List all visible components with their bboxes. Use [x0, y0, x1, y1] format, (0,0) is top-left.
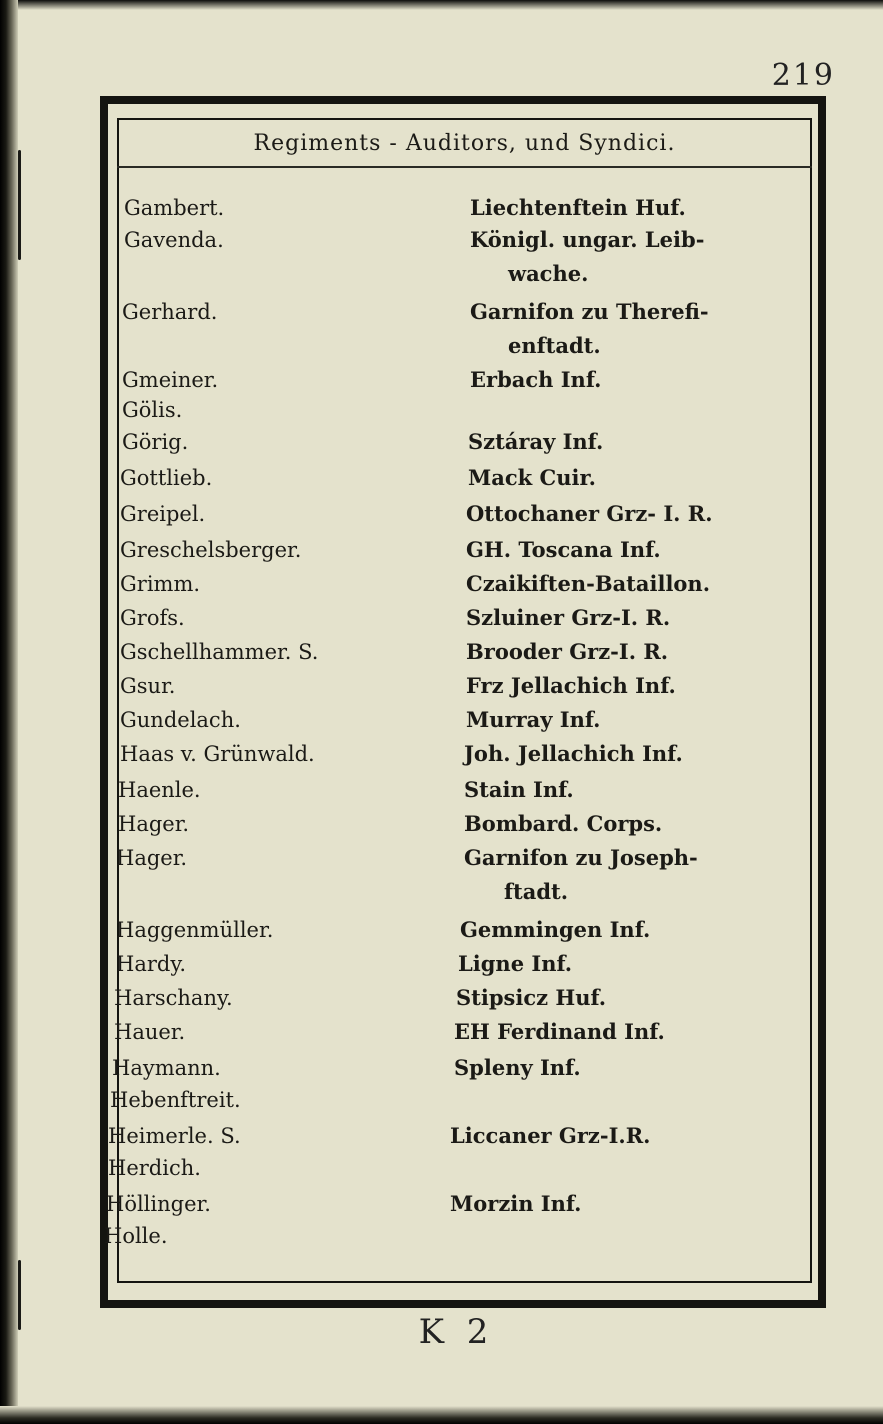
signature-mark: K 2: [418, 1312, 495, 1352]
list-entry: [0, 294, 883, 358]
list-entry: [0, 600, 883, 636]
list-entry: [0, 1186, 883, 1222]
auditor-name: Heimerle. S.: [108, 1124, 241, 1148]
list-entry: [0, 736, 883, 772]
auditor-name: Greipel.: [120, 502, 206, 526]
auditor-name: Hardy.: [116, 952, 187, 976]
regiment-name-continued: ftadt.: [504, 879, 569, 904]
regiment-name: Stain Inf.: [464, 777, 574, 802]
regiment-name: Czaikiften-Bataillon.: [466, 571, 711, 596]
regiment-name: Stipsicz Huf.: [456, 985, 607, 1010]
regiment-name: Ottochaner Grz- I. R.: [466, 501, 713, 526]
regiment-name: Garnifon zu Joseph-: [464, 845, 698, 870]
list-entry: [0, 1014, 883, 1050]
regiment-name: Liechtenftein Huf.: [470, 195, 686, 220]
auditor-name: Herdich.: [108, 1156, 201, 1180]
list-entry: [0, 946, 883, 982]
auditor-name: Gottlieb.: [120, 466, 213, 490]
regiment-name: Königl. ungar. Leib-: [470, 227, 705, 252]
list-entry: [0, 634, 883, 670]
auditor-name: Harschany.: [114, 986, 233, 1010]
list-entry: [0, 1082, 883, 1118]
list-entry: [0, 392, 883, 428]
auditor-name: Hager.: [116, 846, 188, 870]
list-entry: [0, 772, 883, 808]
regiment-name: Bombard. Corps.: [464, 811, 663, 836]
auditor-name: Gsur.: [120, 674, 176, 698]
auditor-name: Haas v. Grünwald.: [120, 742, 315, 766]
list-entry: [0, 1218, 883, 1254]
auditor-name: Holle.: [104, 1224, 168, 1248]
list-entry: [0, 840, 883, 904]
list-entry: [0, 702, 883, 738]
scan-edge-top: [0, 0, 883, 10]
regiment-name: Frz Jellachich Inf.: [466, 673, 676, 698]
regiment-name: Sztáray Inf.: [468, 429, 604, 454]
list-entry: [0, 980, 883, 1016]
regiment-name: Spleny Inf.: [454, 1055, 581, 1080]
regiment-name: Joh. Jellachich Inf.: [464, 741, 683, 766]
auditor-name: Gambert.: [124, 196, 225, 220]
regiment-name: Ligne Inf.: [458, 951, 573, 976]
list-entry: [0, 566, 883, 602]
regiment-name: Morzin Inf.: [450, 1191, 582, 1216]
regiment-name-continued: enftadt.: [508, 333, 601, 358]
list-entry: [0, 496, 883, 532]
auditor-name: Gölis.: [122, 398, 183, 422]
auditor-name: Grimm.: [120, 572, 201, 596]
auditor-name: Haymann.: [112, 1056, 221, 1080]
regiment-name: Liccaner Grz-I.R.: [450, 1123, 651, 1148]
scan-edge-bottom: [0, 1406, 883, 1424]
auditor-name: Hager.: [118, 812, 190, 836]
auditor-name: Gmeiner.: [122, 368, 219, 392]
list-entry: [0, 1118, 883, 1154]
list-entry: [0, 912, 883, 948]
list-entry: [0, 460, 883, 496]
page-number: 219: [771, 58, 835, 93]
auditor-name: Haggenmüller.: [116, 918, 274, 942]
auditor-name: Höllinger.: [106, 1192, 211, 1216]
list-entry: [0, 424, 883, 460]
regiment-name: Szluiner Grz-I. R.: [466, 605, 671, 630]
regiment-name: EH Ferdinand Inf.: [454, 1019, 665, 1044]
list-entry: [0, 806, 883, 842]
auditor-name: Gavenda.: [124, 228, 224, 252]
auditor-name: Greschelsberger.: [120, 538, 302, 562]
auditor-name: Gschellhammer. S.: [120, 640, 319, 664]
list-entry: [0, 190, 883, 226]
auditor-name: Hauer.: [114, 1020, 186, 1044]
auditor-name: Gundelach.: [120, 708, 241, 732]
regiment-name: Mack Cuir.: [468, 465, 596, 490]
regiment-name: Erbach Inf.: [470, 367, 602, 392]
auditor-name: Grofs.: [120, 606, 185, 630]
regiment-name: Gemmingen Inf.: [460, 917, 651, 942]
list-entry: [0, 222, 883, 286]
regiment-name-continued: wache.: [508, 261, 589, 286]
page-heading: Regiments - Auditors, und Syndici.: [117, 124, 812, 168]
list-entry: [0, 532, 883, 568]
auditor-name: Haenle.: [118, 778, 201, 802]
regiment-name: Murray Inf.: [466, 707, 601, 732]
auditor-name: Görig.: [122, 430, 189, 454]
auditor-name: Gerhard.: [122, 300, 218, 324]
regiment-name: GH. Toscana Inf.: [466, 537, 661, 562]
list-entry: [0, 668, 883, 704]
regiment-name: Brooder Grz-I. R.: [466, 639, 669, 664]
list-entry: [0, 1150, 883, 1186]
auditor-name: Hebenftreit.: [110, 1088, 241, 1112]
list-entry: [0, 1050, 883, 1086]
regiment-name: Garnifon zu Therefi-: [470, 299, 709, 324]
